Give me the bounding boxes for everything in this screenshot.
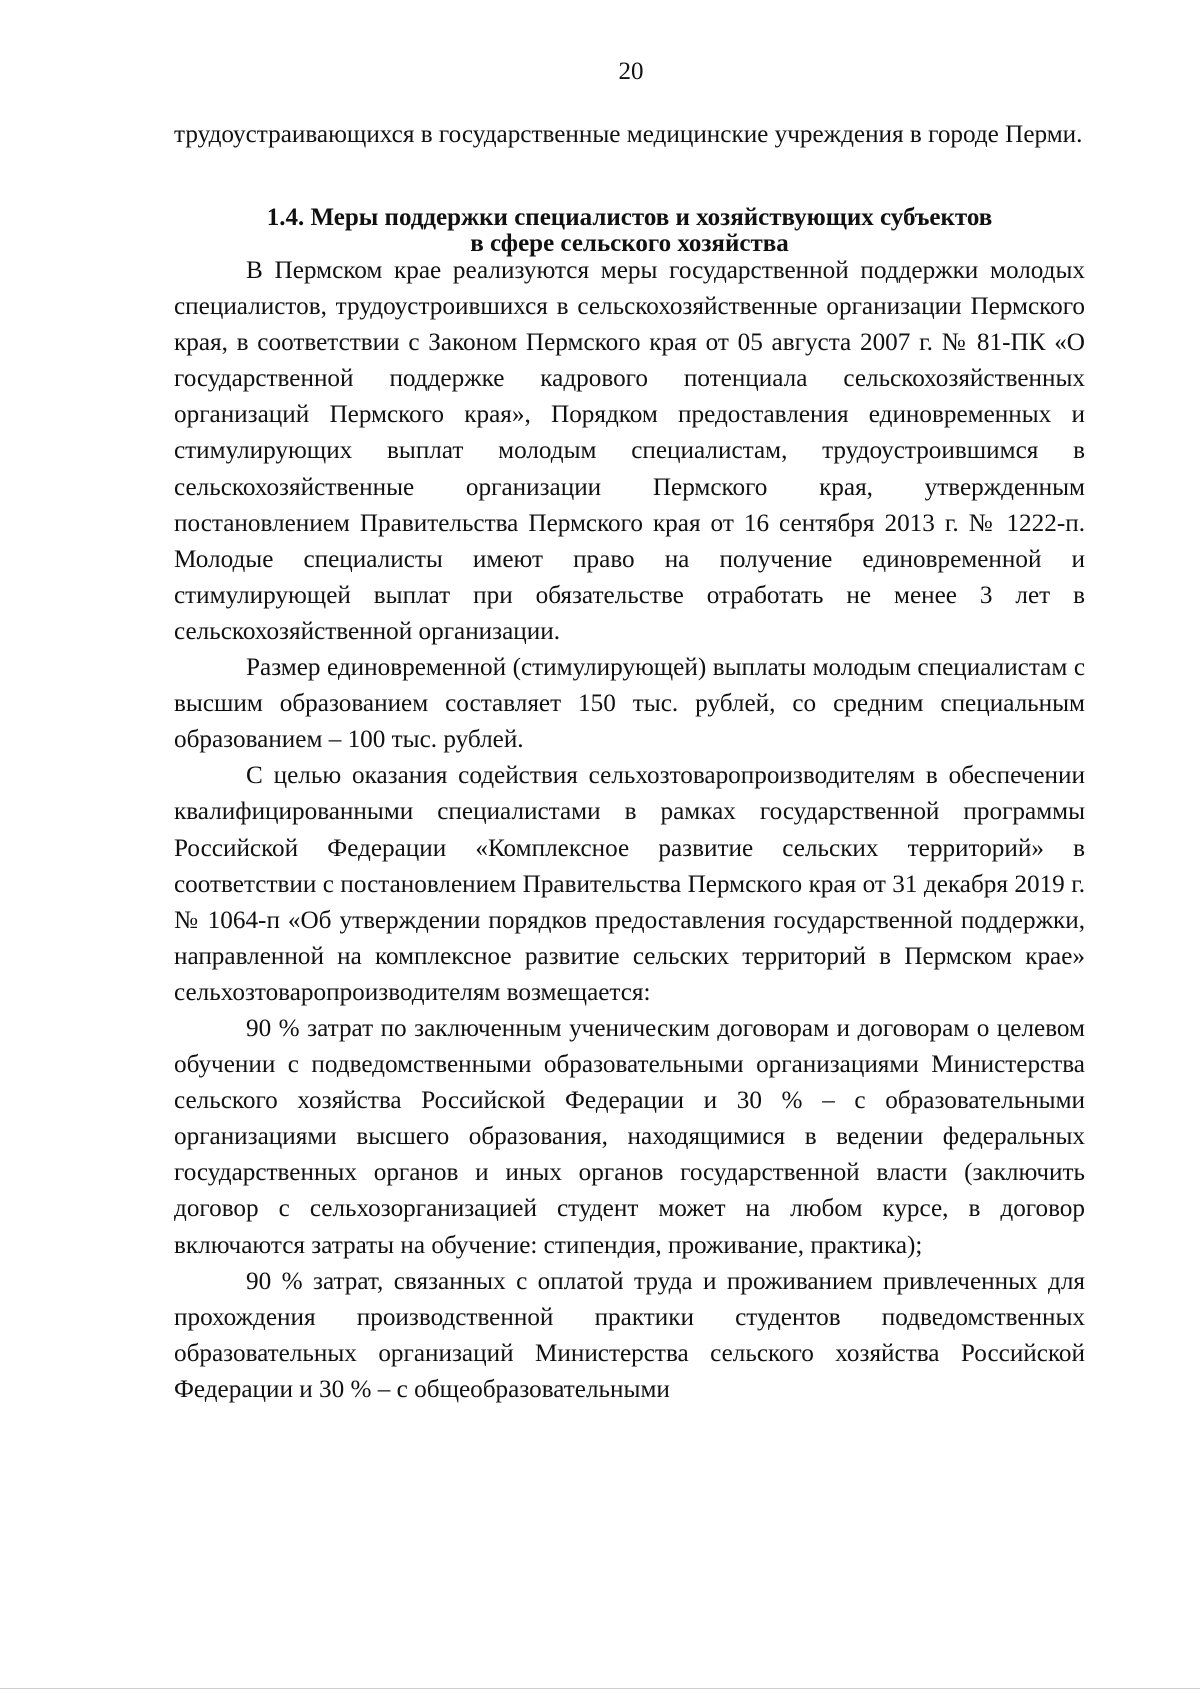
page-number: 20 [618, 58, 644, 85]
paragraph-training-costs: 90 % затрат по заключенным ученическим договорам и договорам о целевом обучении с подведомственными образовательными организациями Министерства сельского хозяйства Российской Федерации и 30 % – с образовательными организациями высшего образования, находящимися в ведении федеральных государственных органов и иных органов государственной власти (заключить договор с сельхозорганизацией студент может на любом курсе, в договор включаются затраты на обучение: стипендия, проживание, практика); [174, 1014, 1085, 1259]
continuation-paragraph: трудоустраивающихся в государственные медицинские учреждения в городе Перми. [174, 121, 1083, 148]
section-body [174, 253, 1085, 1408]
continuation-text [174, 117, 1085, 153]
paragraph-assistance-purpose: С целью оказания содействия сельхозтоваропроизводителям в обеспечении квалифицированными специалистами в рамках государственной программы Российской Федерации «Комплексное развитие сельских территорий» в соответствии с постановлением Правительства Пермского края от 31 декабря 2019 г. № 1064-п «Об утверждении порядков предоставления государственной поддержки, направленной на комплексное развитие сельских территорий в Пермском крае» сельхозтоваропроизводителям возмещается: [174, 762, 1085, 1006]
section-heading [174, 205, 1085, 257]
paragraph-practice-costs: 90 % затрат, связанных с оплатой труда и проживанием привлеченных для прохождения производственной практики студентов подведомственных образовательных организаций Министерства сельского хозяйства Российской Федерации и 30 % – с общеобразовательными [174, 1267, 1085, 1403]
section-heading-line-1: 1.4. Меры поддержки специалистов и хозяйствующих субъектов [266, 204, 993, 231]
section-heading-line-2: в сфере сельского хозяйства [470, 230, 789, 257]
paragraph-support-measures: В Пермском крае реализуются меры государственной поддержки молодых специалистов, трудоустроившихся в сельскохозяйственные организации Пермского края, в соответствии с Законом Пермского края от 05 августа 2007 г. № 81-ПК «О государственной поддержке кадрового потенциала сельскохозяйственных организаций Пермского края», Порядком предоставления единовременных и стимулирующих выплат молодым специалистам, трудоустроившимся в сельскохозяйственные организации Пермского края, утвержденным постановлением Правительства Пермского края от 16 сентября 2013 г. № 1222-п. Молодые специалисты имеют право на получение единовременной и стимулирующей выплат при обязательстве отработать не менее 3 лет в сельскохозяйственной организации. [174, 257, 1085, 645]
paragraph-payment-size: Размер единовременной (стимулирующей) выплаты молодым специалистам с высшим образованием составляет 150 тыс. рублей, со средним специальным образованием – 100 тыс. рублей. [174, 654, 1085, 754]
scan-edge-line [0, 1688, 1200, 1689]
